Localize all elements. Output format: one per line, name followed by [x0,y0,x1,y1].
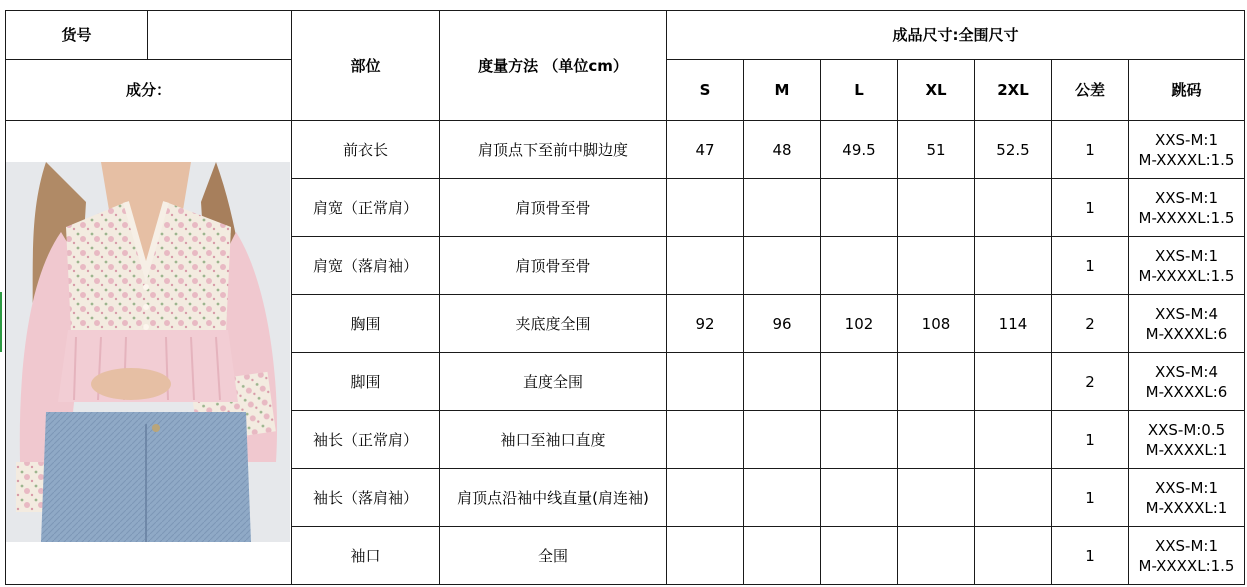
value-cell-l[interactable] [821,237,898,295]
method-cell: 夹底度全围 [440,295,667,353]
size-spec-table [5,10,1245,585]
product-photo [6,162,290,542]
method-cell: 直度全围 [440,353,667,411]
grade-header: 跳码 [1129,60,1245,121]
method-cell: 袖口至袖口直度 [440,411,667,469]
tolerance-cell[interactable]: 1 [1052,411,1129,469]
method-cell: 肩顶点下至前中脚边度 [440,121,667,179]
value-cell-xl[interactable] [898,469,975,527]
grade-cell[interactable] [1129,469,1245,527]
grade-line-2: M-XXXXL:1.5 [1138,208,1235,227]
value-cell-l[interactable]: 49.5 [821,121,898,179]
item-no-value[interactable] [148,11,292,60]
composition-label: 成分： [6,60,292,121]
part-cell: 袖口 [292,527,440,585]
value-cell-s[interactable] [667,527,744,585]
value-cell-s[interactable] [667,237,744,295]
size-header-xl: XL [898,60,975,121]
grade-line-2: M-XXXXL:6 [1145,324,1228,343]
value-cell-2xl[interactable] [975,237,1052,295]
value-cell-2xl[interactable]: 114 [975,295,1052,353]
item-no-label: 货号 [6,11,148,60]
part-cell: 袖长（落肩袖） [292,469,440,527]
grade-line-2: M-XXXXL:1.5 [1138,266,1235,285]
value-cell-xl[interactable] [898,411,975,469]
part-cell: 前衣长 [292,121,440,179]
value-cell-s[interactable] [667,411,744,469]
value-cell-l[interactable] [821,353,898,411]
grade-cell[interactable] [1129,295,1245,353]
tolerance-cell[interactable]: 1 [1052,121,1129,179]
value-cell-m[interactable] [744,237,821,295]
tolerance-cell[interactable]: 2 [1052,353,1129,411]
part-header: 部位 [292,11,440,121]
value-cell-2xl[interactable] [975,527,1052,585]
tolerance-cell[interactable]: 1 [1052,527,1129,585]
value-cell-s[interactable] [667,179,744,237]
value-cell-xl[interactable]: 108 [898,295,975,353]
grade-cell[interactable] [1129,179,1245,237]
value-cell-m[interactable] [744,411,821,469]
value-cell-m[interactable] [744,527,821,585]
tolerance-cell[interactable]: 2 [1052,295,1129,353]
value-cell-m[interactable] [744,179,821,237]
value-cell-l[interactable]: 102 [821,295,898,353]
value-cell-s[interactable]: 47 [667,121,744,179]
grade-cell[interactable] [1129,411,1245,469]
method-cell: 肩顶骨至骨 [440,237,667,295]
grade-line-2: M-XXXXL:1 [1145,498,1228,517]
grade-cell[interactable] [1129,237,1245,295]
value-cell-2xl[interactable] [975,353,1052,411]
value-cell-2xl[interactable] [975,469,1052,527]
value-cell-s[interactable] [667,353,744,411]
value-cell-l[interactable] [821,179,898,237]
grade-cell[interactable] [1129,527,1245,585]
size-header-s: S [667,60,744,121]
value-cell-m[interactable]: 48 [744,121,821,179]
method-header: 度量方法 （单位cm） [440,11,667,121]
blouse-photo-illustration [6,162,290,542]
tolerance-cell[interactable]: 1 [1052,237,1129,295]
value-cell-xl[interactable]: 51 [898,121,975,179]
grade-line-2: M-XXXXL:1.5 [1138,150,1235,169]
method-cell: 全围 [440,527,667,585]
value-cell-m[interactable] [744,469,821,527]
value-cell-2xl[interactable] [975,411,1052,469]
grade-line-2: M-XXXXL:1.5 [1138,556,1235,575]
method-cell: 肩顶骨至骨 [440,179,667,237]
grade-line-1: XXS-M:4 [1154,362,1219,381]
value-cell-m[interactable] [744,353,821,411]
value-cell-xl[interactable] [898,237,975,295]
size-header-2xl: 2XL [975,60,1052,121]
value-cell-s[interactable]: 92 [667,295,744,353]
grade-line-2: M-XXXXL:6 [1145,382,1228,401]
part-cell: 肩宽（落肩袖） [292,237,440,295]
grade-line-1: XXS-M:1 [1154,246,1219,265]
value-cell-2xl[interactable] [975,179,1052,237]
part-cell: 肩宽（正常肩） [292,179,440,237]
size-header-l: L [821,60,898,121]
grade-line-1: XXS-M:1 [1154,188,1219,207]
part-cell: 袖长（正常肩） [292,411,440,469]
tolerance-cell[interactable]: 1 [1052,179,1129,237]
value-cell-s[interactable] [667,469,744,527]
row-selection-marker [0,292,2,352]
grade-line-1: XXS-M:1 [1154,130,1219,149]
method-cell: 肩顶点沿袖中线直量(肩连袖) [440,469,667,527]
product-photo-cell [6,121,292,585]
value-cell-xl[interactable] [898,353,975,411]
grade-cell[interactable] [1129,353,1245,411]
grade-line-1: XXS-M:4 [1154,304,1219,323]
value-cell-l[interactable] [821,469,898,527]
part-cell: 脚围 [292,353,440,411]
value-cell-m[interactable]: 96 [744,295,821,353]
value-cell-l[interactable] [821,527,898,585]
grade-cell[interactable] [1129,121,1245,179]
value-cell-xl[interactable] [898,527,975,585]
grade-line-1: XXS-M:0.5 [1147,420,1226,439]
finished-size-header: 成品尺寸:全围尺寸 [667,11,1245,60]
size-header-m: M [744,60,821,121]
tolerance-header: 公差 [1052,60,1129,121]
part-cell: 胸围 [292,295,440,353]
grade-line-1: XXS-M:1 [1154,478,1219,497]
value-cell-l[interactable] [821,411,898,469]
value-cell-2xl[interactable]: 52.5 [975,121,1052,179]
value-cell-xl[interactable] [898,179,975,237]
grade-line-2: M-XXXXL:1 [1145,440,1228,459]
grade-line-1: XXS-M:1 [1154,536,1219,555]
tolerance-cell[interactable]: 1 [1052,469,1129,527]
